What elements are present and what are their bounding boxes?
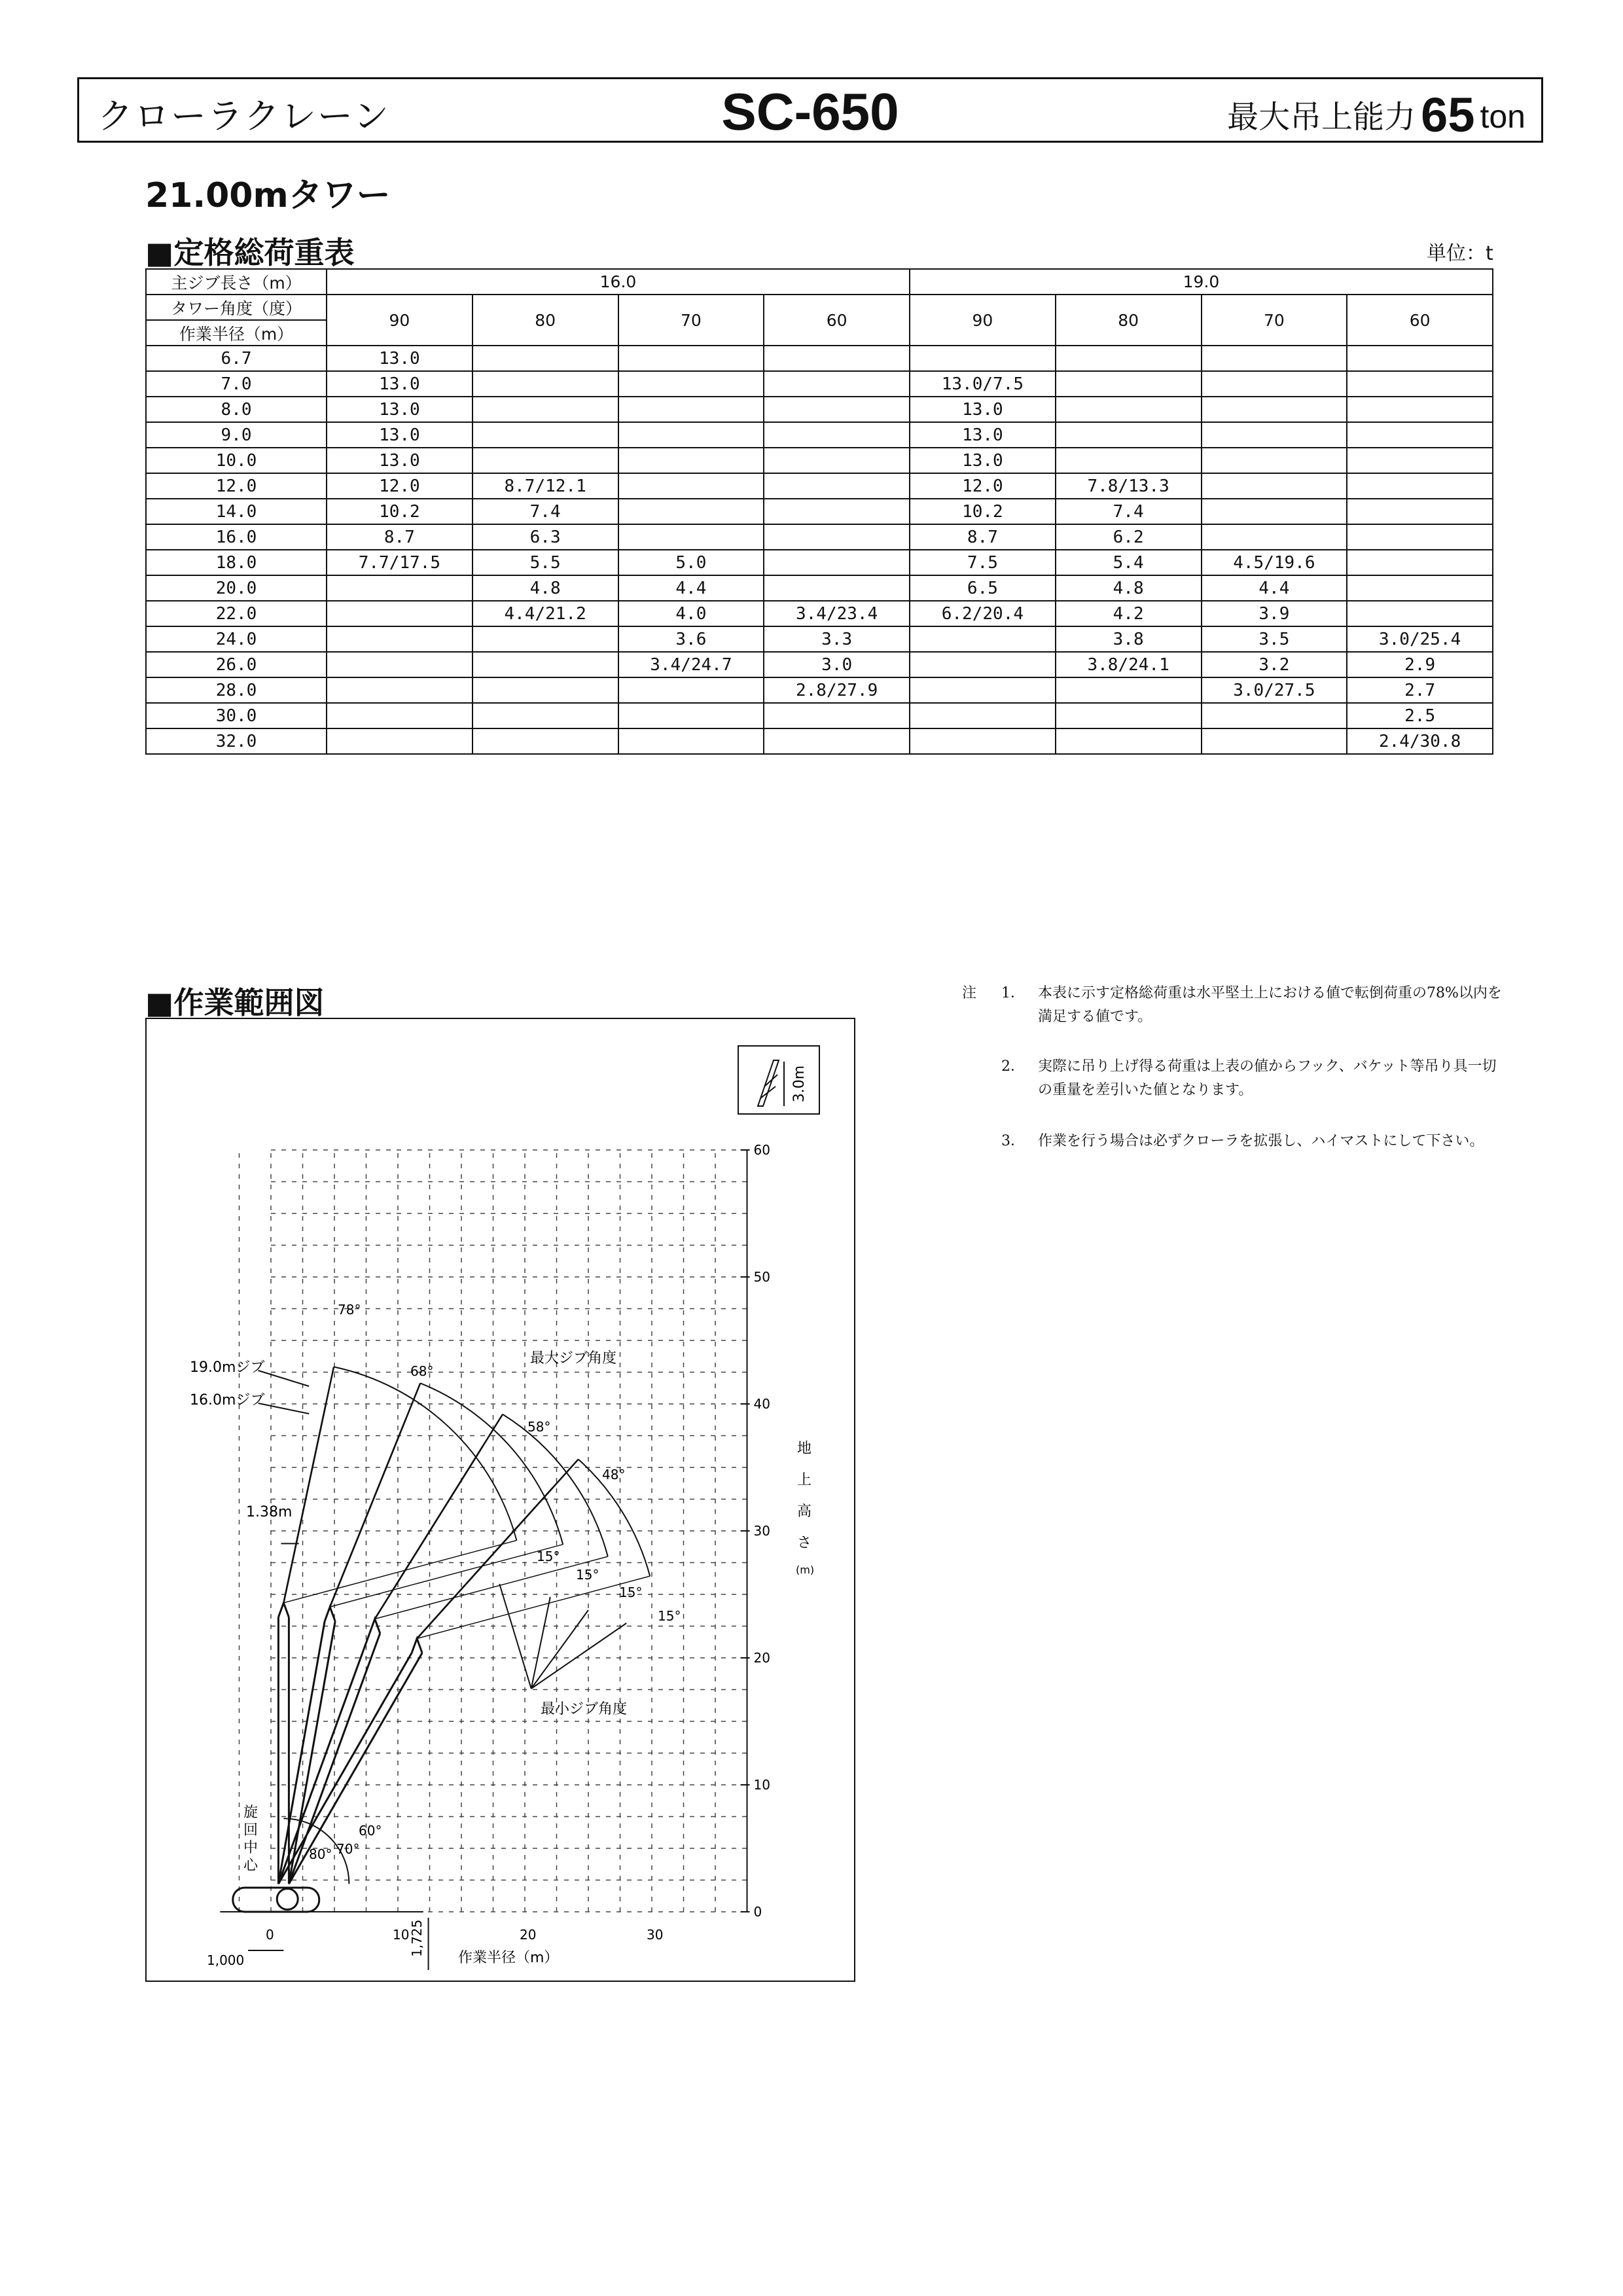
y-tick-label: 20 <box>753 1650 770 1666</box>
y-tick-label: 10 <box>753 1777 770 1793</box>
load-cell <box>764 728 910 754</box>
angle-header: 60 <box>1347 295 1493 346</box>
load-cell <box>1347 422 1493 448</box>
center-char: 中 <box>243 1840 259 1856</box>
load-cell <box>910 677 1056 703</box>
min-angle-label: 15° <box>619 1585 643 1600</box>
load-cell <box>1347 524 1493 550</box>
row-label-jib-length: 主ジブ長さ（m） <box>146 269 327 295</box>
min-angle-label: 15° <box>537 1549 560 1564</box>
x-axis-label: 作業半径（m） <box>458 1950 559 1966</box>
model-number: SC-650 <box>721 82 899 141</box>
tower-angle-60: 60° <box>359 1823 382 1839</box>
load-cell: 13.0 <box>327 371 473 397</box>
load-cell: 13.0 <box>327 346 473 371</box>
load-cell <box>1347 473 1493 499</box>
load-cell: 12.0 <box>910 473 1056 499</box>
load-cell: 13.0 <box>327 422 473 448</box>
load-cell: 13.0 <box>327 397 473 422</box>
radius-cell: 22.0 <box>146 601 327 626</box>
load-cell <box>1056 422 1202 448</box>
load-cell: 4.4/21.2 <box>473 601 618 626</box>
load-cell <box>618 499 764 524</box>
load-cell <box>1347 550 1493 575</box>
capacity-value: 65 <box>1421 88 1475 142</box>
load-cell: 7.8/13.3 <box>1056 473 1202 499</box>
load-cell <box>618 524 764 550</box>
load-cell: 7.5 <box>910 550 1056 575</box>
jib-length-19: 19.0 <box>910 269 1493 295</box>
load-cell <box>1202 422 1347 448</box>
load-cell <box>910 703 1056 728</box>
angle-header: 80 <box>473 295 618 346</box>
load-cell <box>327 677 473 703</box>
load-cell: 4.0 <box>618 601 764 626</box>
load-cell <box>1056 397 1202 422</box>
y-tick-label: 50 <box>753 1269 770 1285</box>
load-cell <box>473 448 618 473</box>
radius-cell: 12.0 <box>146 473 327 499</box>
tower-length-heading: 21.00mタワー <box>145 176 391 215</box>
table-row <box>146 703 1493 728</box>
inset-label: 3.0m <box>791 1065 808 1103</box>
load-cell <box>1347 346 1493 371</box>
title-box <box>77 77 1543 143</box>
load-cell <box>473 677 618 703</box>
jib-16-label: 16.0mジブ <box>190 1392 265 1408</box>
table-row <box>146 422 1493 448</box>
load-cell <box>1347 575 1493 601</box>
dimension-1725: 1,725 <box>409 1919 425 1957</box>
max-angle-68: 68° <box>410 1363 434 1379</box>
load-cell: 6.2/20.4 <box>910 601 1056 626</box>
max-capacity <box>1227 87 1525 143</box>
table-row <box>146 448 1493 473</box>
load-cell <box>327 601 473 626</box>
table-row <box>146 728 1493 754</box>
load-cell: 4.8 <box>473 575 618 601</box>
table-row <box>146 397 1493 422</box>
radius-cell: 9.0 <box>146 422 327 448</box>
table-row <box>146 677 1493 703</box>
load-cell <box>1347 499 1493 524</box>
load-cell: 3.8/24.1 <box>1056 652 1202 677</box>
max-angle-58: 58° <box>527 1419 551 1435</box>
load-cell <box>1347 371 1493 397</box>
y-axis-unit: (m) <box>796 1564 815 1576</box>
load-cell: 8.7/12.1 <box>473 473 618 499</box>
radius-cell: 7.0 <box>146 371 327 397</box>
load-cell <box>327 703 473 728</box>
load-cell <box>910 652 1056 677</box>
load-cell <box>1202 346 1347 371</box>
angle-header: 90 <box>910 295 1056 346</box>
jib-length-16: 16.0 <box>327 269 910 295</box>
load-cell: 13.0 <box>327 448 473 473</box>
load-cell <box>618 473 764 499</box>
radius-cell: 24.0 <box>146 626 327 652</box>
load-cell <box>618 346 764 371</box>
y-axis-char: さ <box>797 1535 812 1551</box>
load-cell <box>1056 346 1202 371</box>
load-cell <box>473 652 618 677</box>
load-cell <box>910 346 1056 371</box>
table-row <box>146 626 1493 652</box>
angle-header: 60 <box>764 295 910 346</box>
load-cell: 4.8 <box>1056 575 1202 601</box>
range-diagram-frame <box>145 1018 855 1982</box>
unit-note: 単位：t <box>1427 242 1493 265</box>
y-tick-label: 60 <box>753 1142 770 1158</box>
load-cell: 5.0 <box>618 550 764 575</box>
radius-cell: 20.0 <box>146 575 327 601</box>
load-cell <box>1202 371 1347 397</box>
radius-cell: 8.0 <box>146 397 327 422</box>
load-cell: 5.5 <box>473 550 618 575</box>
load-cell <box>327 626 473 652</box>
load-cell: 4.4 <box>618 575 764 601</box>
table-row <box>146 575 1493 601</box>
load-cell: 3.4/23.4 <box>764 601 910 626</box>
tower-angle-70: 70° <box>336 1841 360 1857</box>
table-row <box>146 601 1493 626</box>
load-cell: 10.2 <box>910 499 1056 524</box>
load-cell <box>1056 448 1202 473</box>
angle-header: 70 <box>618 295 764 346</box>
load-cell: 3.8 <box>1056 626 1202 652</box>
crane-type-label: クローラクレーン <box>98 96 390 137</box>
max-jib-angle-label: 最大ジブ角度 <box>530 1350 617 1367</box>
x-tick-label: 20 <box>520 1927 537 1943</box>
radius-cell: 16.0 <box>146 524 327 550</box>
load-cell: 3.9 <box>1202 601 1347 626</box>
load-cell: 13.0 <box>910 397 1056 422</box>
load-cell <box>1202 703 1347 728</box>
load-cell: 3.0/27.5 <box>1202 677 1347 703</box>
min-jib-angle-label: 最小ジブ角度 <box>541 1701 628 1717</box>
tower-angle-80: 80° <box>309 1846 332 1862</box>
radius-cell: 18.0 <box>146 550 327 575</box>
load-cell <box>764 422 910 448</box>
x-tick-label: 10 <box>393 1927 410 1943</box>
radius-cell: 26.0 <box>146 652 327 677</box>
load-cell <box>327 728 473 754</box>
load-cell <box>473 346 618 371</box>
radius-cell: 30.0 <box>146 703 327 728</box>
load-cell: 2.5 <box>1347 703 1493 728</box>
load-cell: 3.0 <box>764 652 910 677</box>
row-label-tower-angle: タワー角度（度） <box>146 295 327 320</box>
load-cell: 7.4 <box>473 499 618 524</box>
load-cell: 2.4/30.8 <box>1347 728 1493 754</box>
load-cell <box>910 626 1056 652</box>
radius-cell: 6.7 <box>146 346 327 371</box>
load-cell <box>473 728 618 754</box>
load-cell <box>618 448 764 473</box>
load-cell: 6.2 <box>1056 524 1202 550</box>
load-cell: 13.0 <box>910 448 1056 473</box>
load-cell <box>1056 703 1202 728</box>
load-cell <box>1056 371 1202 397</box>
table-row <box>146 652 1493 677</box>
table-row <box>146 550 1493 575</box>
table-header-row <box>146 269 1493 295</box>
capacity-label: 最大吊上能力 <box>1227 99 1416 135</box>
load-cell <box>618 677 764 703</box>
center-char: 心 <box>243 1857 259 1874</box>
load-cell <box>1202 499 1347 524</box>
load-cell: 6.5 <box>910 575 1056 601</box>
center-char: 回 <box>243 1822 259 1839</box>
load-cell <box>1347 397 1493 422</box>
load-table-title: ■定格総荷重表 <box>145 235 355 270</box>
capacity-unit: ton <box>1480 98 1525 135</box>
load-chart-table <box>145 268 1493 755</box>
center-char: 旋 <box>243 1804 259 1821</box>
load-cell <box>764 550 910 575</box>
table-row <box>146 524 1493 550</box>
range-diagram-title: ■作業範囲図 <box>145 985 325 1020</box>
load-cell <box>910 728 1056 754</box>
load-cell <box>1202 524 1347 550</box>
load-cell <box>764 397 910 422</box>
load-cell <box>327 575 473 601</box>
load-cell <box>764 703 910 728</box>
load-cell <box>764 371 910 397</box>
load-cell <box>1202 473 1347 499</box>
angle-header: 80 <box>1056 295 1202 346</box>
load-cell: 2.7 <box>1347 677 1493 703</box>
load-cell: 13.0 <box>910 422 1056 448</box>
load-cell <box>1056 677 1202 703</box>
load-cell <box>764 499 910 524</box>
load-cell <box>764 575 910 601</box>
load-cell <box>1347 601 1493 626</box>
y-axis-char: 高 <box>797 1503 812 1520</box>
load-cell: 4.2 <box>1056 601 1202 626</box>
y-axis-char: 上 <box>797 1472 812 1488</box>
table-header-row <box>146 295 1493 320</box>
jib-19-label: 19.0mジブ <box>190 1359 265 1376</box>
load-cell <box>764 448 910 473</box>
load-cell: 3.2 <box>1202 652 1347 677</box>
max-angle-78: 78° <box>338 1302 361 1318</box>
y-tick-label: 30 <box>753 1523 770 1539</box>
load-cell: 7.4 <box>1056 499 1202 524</box>
load-cell: 5.4 <box>1056 550 1202 575</box>
load-cell: 7.7/17.5 <box>327 550 473 575</box>
y-tick-label: 0 <box>753 1904 762 1920</box>
load-cell: 13.0/7.5 <box>910 371 1056 397</box>
load-cell <box>618 397 764 422</box>
load-cell <box>1202 397 1347 422</box>
load-cell <box>618 371 764 397</box>
load-cell <box>1347 448 1493 473</box>
load-cell <box>618 422 764 448</box>
dimension-1000: 1,000 <box>207 1952 245 1968</box>
load-cell <box>327 652 473 677</box>
load-cell <box>1202 448 1347 473</box>
table-row <box>146 346 1493 371</box>
load-cell <box>473 397 618 422</box>
load-cell: 4.4 <box>1202 575 1347 601</box>
y-axis-char: 地 <box>797 1441 812 1457</box>
load-cell <box>618 703 764 728</box>
table-row <box>146 499 1493 524</box>
row-label-radius: 作業半径（m） <box>146 320 327 346</box>
max-angle-48: 48° <box>602 1467 626 1482</box>
radius-cell: 28.0 <box>146 677 327 703</box>
load-cell: 10.2 <box>327 499 473 524</box>
load-cell: 8.7 <box>910 524 1056 550</box>
load-cell: 3.4/24.7 <box>618 652 764 677</box>
load-cell: 2.8/27.9 <box>764 677 910 703</box>
load-cell <box>764 473 910 499</box>
load-cell: 3.3 <box>764 626 910 652</box>
load-cell: 3.5 <box>1202 626 1347 652</box>
radius-cell: 14.0 <box>146 499 327 524</box>
table-row <box>146 473 1493 499</box>
load-cell: 3.0/25.4 <box>1347 626 1493 652</box>
load-cell: 12.0 <box>327 473 473 499</box>
load-cell <box>473 422 618 448</box>
load-cell: 8.7 <box>327 524 473 550</box>
angle-header: 70 <box>1202 295 1347 346</box>
load-cell <box>618 728 764 754</box>
radius-cell: 10.0 <box>146 448 327 473</box>
angle-header: 90 <box>327 295 473 346</box>
load-cell <box>764 346 910 371</box>
load-cell <box>473 371 618 397</box>
load-cell <box>473 703 618 728</box>
x-tick-label: 0 <box>266 1927 274 1943</box>
radius-cell: 32.0 <box>146 728 327 754</box>
load-cell: 4.5/19.6 <box>1202 550 1347 575</box>
load-cell <box>473 626 618 652</box>
y-tick-label: 40 <box>753 1396 770 1412</box>
load-cell: 3.6 <box>618 626 764 652</box>
load-cell <box>1056 728 1202 754</box>
min-angle-label: 15° <box>576 1567 599 1583</box>
load-cell: 2.9 <box>1347 652 1493 677</box>
min-angle-label: 15° <box>658 1608 681 1624</box>
load-cell <box>1202 728 1347 754</box>
offset-label: 1.38m <box>246 1504 293 1520</box>
load-cell: 6.3 <box>473 524 618 550</box>
notes-label: 注 <box>962 985 977 1001</box>
load-cell <box>764 524 910 550</box>
table-row <box>146 371 1493 397</box>
x-tick-label: 30 <box>647 1927 664 1943</box>
